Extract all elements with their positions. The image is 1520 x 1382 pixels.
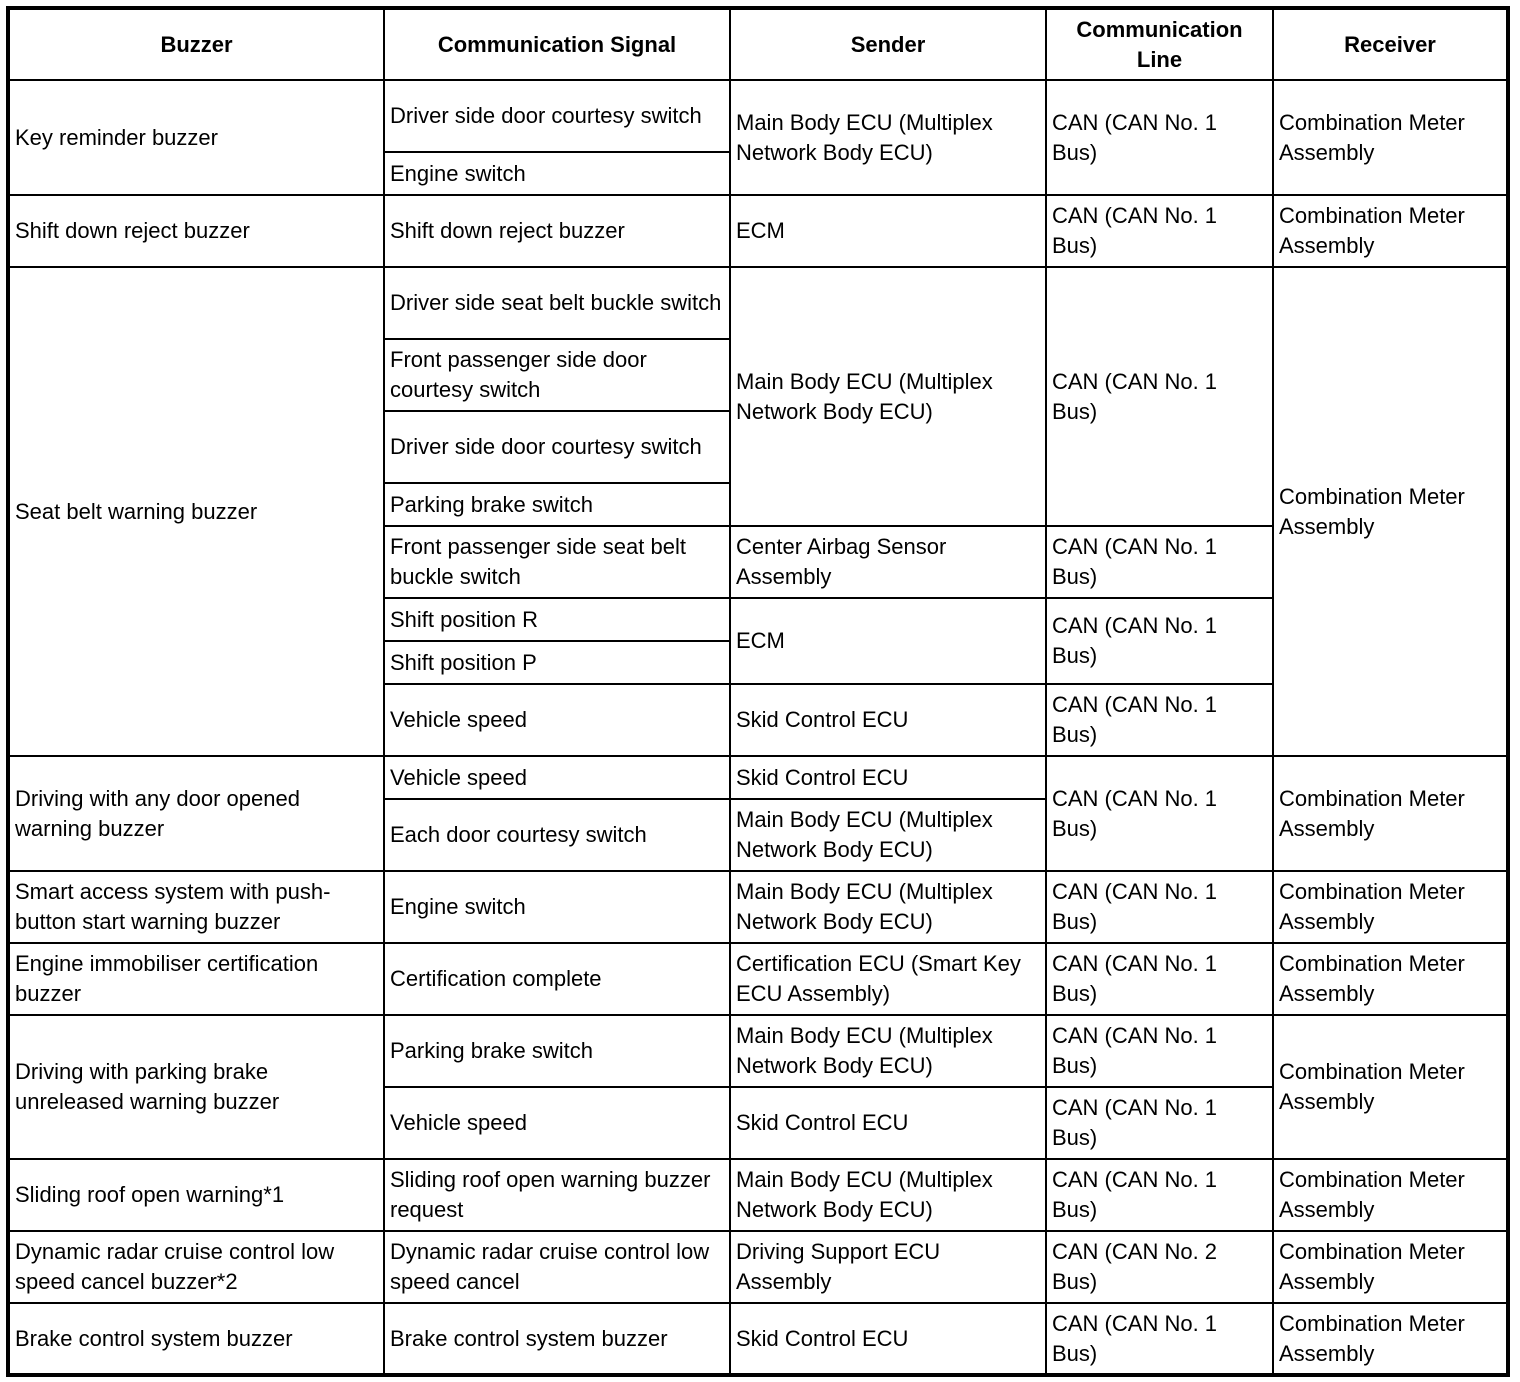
sender-cell: Main Body ECU (Multiplex Network Body ECU) bbox=[730, 1015, 1046, 1087]
receiver-cell: Combination Meter Assembly bbox=[1273, 267, 1508, 756]
table-row bbox=[8, 80, 1508, 152]
sender-cell: Driving Support ECU Assembly bbox=[730, 1231, 1046, 1303]
line-cell: CAN (CAN No. 1 Bus) bbox=[1046, 267, 1273, 526]
receiver-cell: Combination Meter Assembly bbox=[1273, 871, 1508, 943]
table-row bbox=[8, 1303, 1508, 1375]
table-row bbox=[8, 1015, 1508, 1087]
receiver-cell: Combination Meter Assembly bbox=[1273, 1303, 1508, 1375]
line-cell: CAN (CAN No. 1 Bus) bbox=[1046, 1015, 1273, 1087]
header-sender: Sender bbox=[730, 8, 1046, 80]
table-row bbox=[8, 267, 1508, 339]
signal-cell: Driver side door courtesy switch bbox=[384, 411, 730, 483]
sender-cell: Main Body ECU (Multiplex Network Body ECU) bbox=[730, 871, 1046, 943]
buzzer-communication-table bbox=[6, 6, 1510, 1377]
signal-cell: Front passenger side seat belt buckle switch bbox=[384, 526, 730, 598]
sender-cell: Skid Control ECU bbox=[730, 684, 1046, 756]
line-cell: CAN (CAN No. 1 Bus) bbox=[1046, 684, 1273, 756]
buzzer-cell: Driving with parking brake unreleased warning buzzer bbox=[8, 1015, 384, 1159]
receiver-cell: Combination Meter Assembly bbox=[1273, 195, 1508, 267]
sender-cell: Main Body ECU (Multiplex Network Body ECU) bbox=[730, 80, 1046, 195]
signal-cell: Certification complete bbox=[384, 943, 730, 1015]
sender-cell: Skid Control ECU bbox=[730, 756, 1046, 799]
buzzer-cell: Brake control system buzzer bbox=[8, 1303, 384, 1375]
signal-cell: Shift position R bbox=[384, 598, 730, 641]
receiver-cell: Combination Meter Assembly bbox=[1273, 1231, 1508, 1303]
sender-cell: Skid Control ECU bbox=[730, 1087, 1046, 1159]
receiver-cell: Combination Meter Assembly bbox=[1273, 80, 1508, 195]
buzzer-cell: Seat belt warning buzzer bbox=[8, 267, 384, 756]
line-cell: CAN (CAN No. 1 Bus) bbox=[1046, 598, 1273, 684]
signal-cell: Parking brake switch bbox=[384, 1015, 730, 1087]
sender-cell: ECM bbox=[730, 195, 1046, 267]
line-cell: CAN (CAN No. 1 Bus) bbox=[1046, 1303, 1273, 1375]
header-buzzer: Buzzer bbox=[8, 8, 384, 80]
buzzer-cell: Smart access system with push-button start warning buzzer bbox=[8, 871, 384, 943]
line-cell: CAN (CAN No. 1 Bus) bbox=[1046, 1159, 1273, 1231]
signal-cell: Engine switch bbox=[384, 871, 730, 943]
header-communication-line: Communication Line bbox=[1046, 8, 1273, 80]
sender-cell: Main Body ECU (Multiplex Network Body ECU) bbox=[730, 799, 1046, 871]
line-cell: CAN (CAN No. 1 Bus) bbox=[1046, 1087, 1273, 1159]
line-cell: CAN (CAN No. 1 Bus) bbox=[1046, 871, 1273, 943]
line-cell: CAN (CAN No. 1 Bus) bbox=[1046, 80, 1273, 195]
line-cell: CAN (CAN No. 1 Bus) bbox=[1046, 195, 1273, 267]
buzzer-cell: Sliding roof open warning*1 bbox=[8, 1159, 384, 1231]
signal-cell: Brake control system buzzer bbox=[384, 1303, 730, 1375]
buzzer-cell: Shift down reject buzzer bbox=[8, 195, 384, 267]
table-row bbox=[8, 871, 1508, 943]
signal-cell: Engine switch bbox=[384, 152, 730, 195]
signal-cell: Vehicle speed bbox=[384, 756, 730, 799]
sender-cell: Certification ECU (Smart Key ECU Assembly) bbox=[730, 943, 1046, 1015]
signal-cell: Sliding roof open warning buzzer request bbox=[384, 1159, 730, 1231]
line-cell: CAN (CAN No. 1 Bus) bbox=[1046, 526, 1273, 598]
table-row bbox=[8, 1231, 1508, 1303]
sender-cell: Main Body ECU (Multiplex Network Body ECU) bbox=[730, 267, 1046, 526]
signal-cell: Each door courtesy switch bbox=[384, 799, 730, 871]
signal-cell: Driver side door courtesy switch bbox=[384, 80, 730, 152]
table-row bbox=[8, 756, 1508, 799]
signal-cell: Dynamic radar cruise control low speed cancel bbox=[384, 1231, 730, 1303]
sender-cell: Center Airbag Sensor Assembly bbox=[730, 526, 1046, 598]
line-cell: CAN (CAN No. 1 Bus) bbox=[1046, 756, 1273, 871]
buzzer-cell: Key reminder buzzer bbox=[8, 80, 384, 195]
table-row bbox=[8, 1159, 1508, 1231]
receiver-cell: Combination Meter Assembly bbox=[1273, 943, 1508, 1015]
table-row bbox=[8, 943, 1508, 1015]
receiver-cell: Combination Meter Assembly bbox=[1273, 1159, 1508, 1231]
signal-cell: Vehicle speed bbox=[384, 1087, 730, 1159]
header-communication-signal: Communication Signal bbox=[384, 8, 730, 80]
line-cell: CAN (CAN No. 2 Bus) bbox=[1046, 1231, 1273, 1303]
line-cell: CAN (CAN No. 1 Bus) bbox=[1046, 943, 1273, 1015]
signal-cell: Shift position P bbox=[384, 641, 730, 684]
buzzer-cell: Driving with any door opened warning buzzer bbox=[8, 756, 384, 871]
table-row bbox=[8, 195, 1508, 267]
signal-cell: Parking brake switch bbox=[384, 483, 730, 526]
sender-cell: Main Body ECU (Multiplex Network Body ECU) bbox=[730, 1159, 1046, 1231]
signal-cell: Front passenger side door courtesy switch bbox=[384, 339, 730, 411]
receiver-cell: Combination Meter Assembly bbox=[1273, 1015, 1508, 1159]
header-row bbox=[8, 8, 1508, 80]
buzzer-cell: Dynamic radar cruise control low speed cancel buzzer*2 bbox=[8, 1231, 384, 1303]
signal-cell: Vehicle speed bbox=[384, 684, 730, 756]
receiver-cell: Combination Meter Assembly bbox=[1273, 756, 1508, 871]
buzzer-cell: Engine immobiliser certification buzzer bbox=[8, 943, 384, 1015]
signal-cell: Driver side seat belt buckle switch bbox=[384, 267, 730, 339]
sender-cell: Skid Control ECU bbox=[730, 1303, 1046, 1375]
signal-cell: Shift down reject buzzer bbox=[384, 195, 730, 267]
header-receiver: Receiver bbox=[1273, 8, 1508, 80]
sender-cell: ECM bbox=[730, 598, 1046, 684]
